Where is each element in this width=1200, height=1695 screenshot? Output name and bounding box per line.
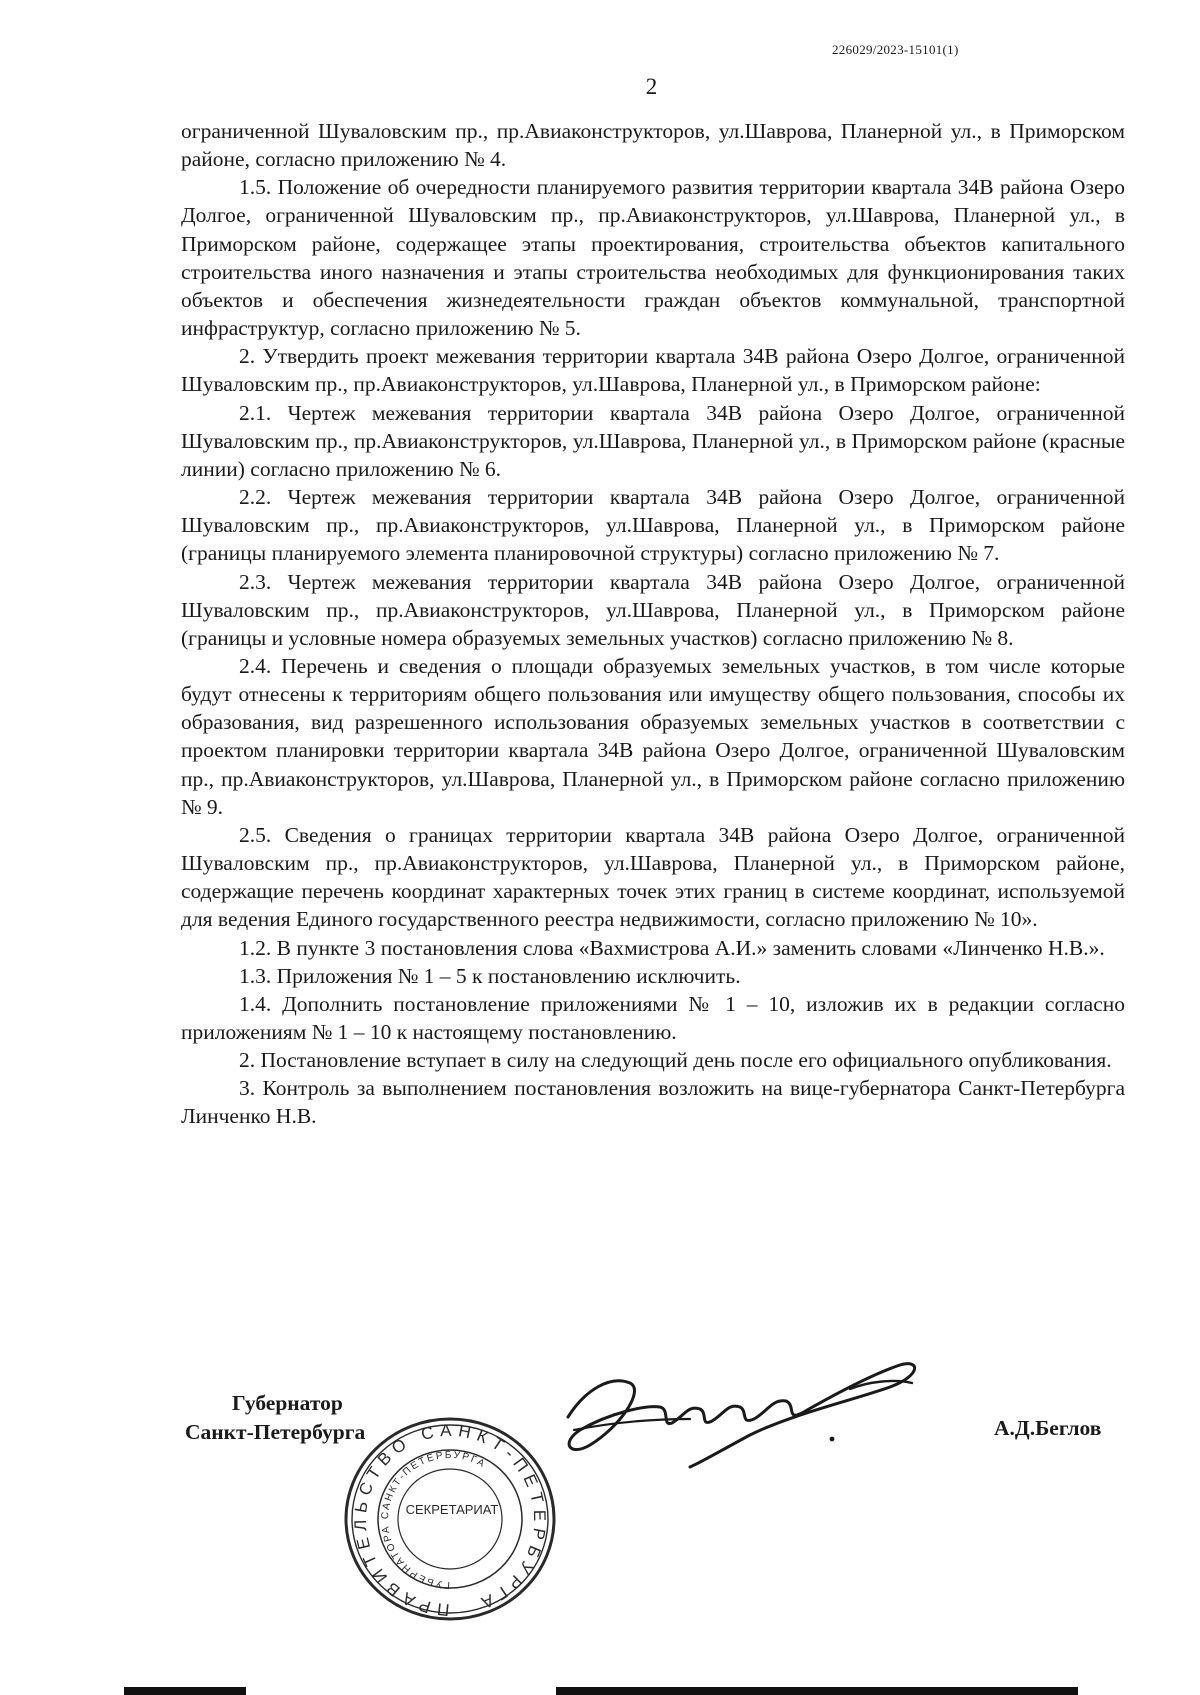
handwritten-signature bbox=[550, 1335, 930, 1475]
paragraph: 2.2. Чертеж межевания территории квартала 34В района Озеро Долгое, ограниченной Шуваловским пр., пр.Авиаконструкторов, ул.Шаврова, Планерной ул., в Приморском районе (границы планируемого элемента планировочной структуры) согласно приложению № 7. bbox=[181, 485, 1125, 566]
signatory-name: А.Д.Беглов bbox=[994, 1416, 1102, 1440]
seal-inner-text: ГУБЕРНАТОРА САНКТ-ПЕТЕРБУРГА bbox=[379, 1449, 488, 1591]
paragraph: 1.2. В пункте 3 постановления слова «Вахмистрова А.И.» заменить словами «Линченко Н.В.». bbox=[239, 935, 1105, 960]
scan-edge-bar bbox=[124, 1687, 1078, 1695]
paragraph: ограниченной Шуваловским пр., пр.Авиаконструкторов, ул.Шаврова, Планерной ул., в Приморском районе, согласно приложению № 4. bbox=[181, 119, 1125, 172]
signatory-title bbox=[185, 1389, 365, 1447]
paragraph: 2.4. Перечень и сведения о площади образуемых земельных участков, в том числе которые будут отнесены к территориям общего пользования или имуществу общего пользования, способы их образования, вид разрешенного использования образуемых земельных участков в соответствии с проектом планировки территории квартала 34В района Озеро Долгое, ограниченной Шуваловским пр., пр.Авиаконструкторов, ул.Шаврова, Планерной ул., в Приморском районе согласно приложению № 9. bbox=[181, 653, 1125, 819]
seal-center-text: СЕКРЕТАРИАТ bbox=[405, 1502, 499, 1517]
paragraph: 1.4. Дополнить постановление приложениями № 1 – 10, изложив их в редакции согласно приложениям № 1 – 10 к настоящему постановлению. bbox=[181, 991, 1125, 1044]
seal-outer-text: ПРАВИТЕЛЬСТВО САНКТ-ПЕТЕРБУРГА bbox=[350, 1420, 550, 1620]
page-number: 2 bbox=[645, 74, 658, 99]
official-seal bbox=[338, 1412, 563, 1627]
paragraph: 2.1. Чертеж межевания территории квартала 34В района Озеро Долгое, ограниченной Шуваловским пр., пр.Авиаконструкторов, ул.Шаврова, Планерной ул., в Приморском районе (красные линии) согласно приложению № 6. bbox=[181, 400, 1125, 481]
paragraph: 2. Постановление вступает в силу на следующий день после его официального опубликования. bbox=[239, 1048, 1112, 1073]
paragraph: 1.3. Приложения № 1 – 5 к постановлению исключить. bbox=[239, 963, 741, 988]
signatory-title-line1: Губернатор bbox=[232, 1391, 343, 1415]
document-id: 226029/2023-15101(1) bbox=[832, 42, 959, 57]
document-body bbox=[181, 117, 1125, 1131]
paragraph: 3. Контроль за выполнением постановления возложить на вице-губернатора Санкт-Петербурга Линченко Н.В. bbox=[181, 1076, 1125, 1129]
signatory-title-line2: Санкт-Петербурга bbox=[185, 1420, 366, 1444]
paragraph: 2. Утвердить проект межевания территории квартала 34В района Озеро Долгое, ограниченной Шуваловским пр., пр.Авиаконструкторов, ул.Шаврова, Планерной ул., в Приморском районе: bbox=[181, 344, 1125, 397]
paragraph: 2.3. Чертеж межевания территории квартала 34В района Озеро Долгое, ограниченной Шуваловским пр., пр.Авиаконструкторов, ул.Шаврова, Планерной ул., в Приморском районе (границы и условные номера образуемых земельных участков) согласно приложению № 8. bbox=[181, 569, 1125, 650]
paragraph: 2.5. Сведения о границах территории квартала 34В района Озеро Долгое, ограниченной Шуваловским пр., пр.Авиаконструкторов, ул.Шаврова, Планерной ул., в Приморском районе, содержащие перечень координат характерных точек этих границ в системе координат, используемой для ведения Единого государственного реестра недвижимости, согласно приложению № 10». bbox=[181, 822, 1125, 932]
paragraph: 1.5. Положение об очередности планируемого развития территории квартала 34В района Озеро Долгое, ограниченной Шуваловским пр., пр.Авиаконструкторов, ул.Шаврова, Планерной ул., в Приморском районе, содержащее этапы проектирования, строительства объектов капитального строительства иного назначения и этапы строительства необходимых для функционирования таких объектов и обеспечения жизнедеятельности граждан объектов коммунальной, транспортной инфраструктур, согласно приложению № 5. bbox=[181, 175, 1125, 341]
scan-edge-gap bbox=[246, 1687, 556, 1695]
